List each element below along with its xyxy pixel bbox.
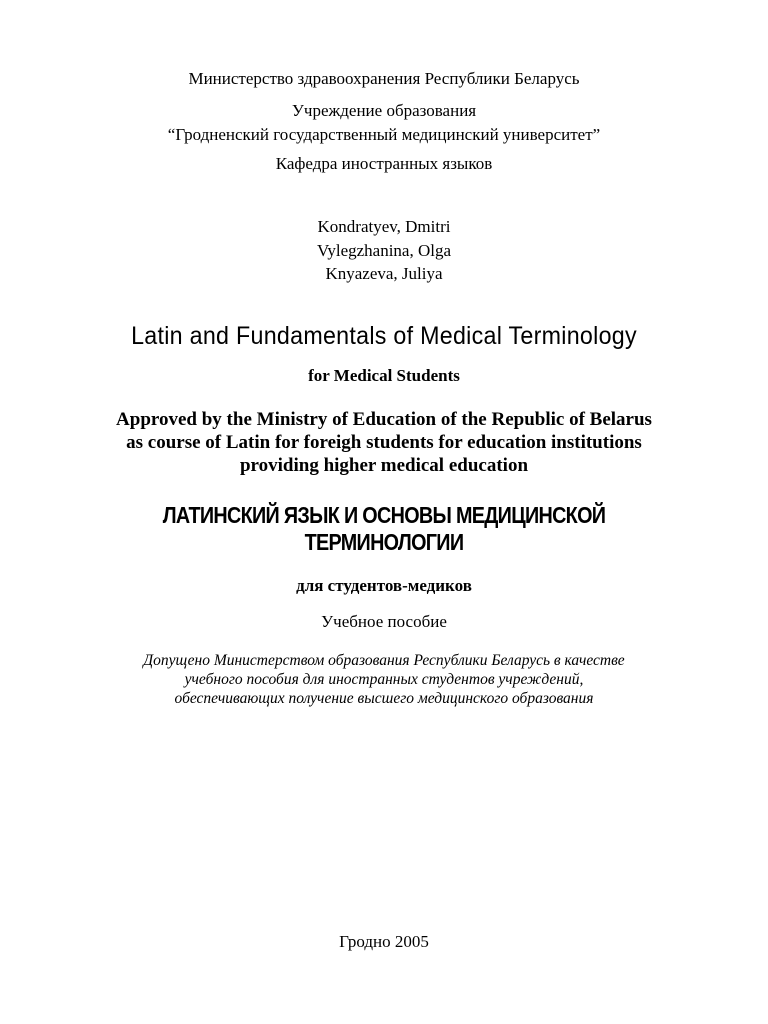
- russian-approval-line-1: Допущено Министерством образования Республики Беларусь в качестве: [143, 652, 625, 669]
- author-1: Kondratyev, Dmitri: [317, 217, 451, 236]
- ministry-line: Министерство здравоохранения Республики Беларусь: [188, 69, 580, 88]
- english-approval-line-1: Approved by the Ministry of Education of the Republic of Belarus: [116, 409, 652, 430]
- english-subtitle: for Medical Students: [308, 366, 460, 385]
- author-3: Knyazeva, Juliya: [325, 264, 443, 283]
- university-line: “Гродненский государственный медицинский университет”: [167, 125, 601, 144]
- russian-title-line-1: ЛАТИНСКИЙ ЯЗЫК И ОСНОВЫ МЕДИЦИНСКОЙ: [162, 502, 606, 528]
- department-line: Кафедра иностранных языков: [275, 154, 493, 173]
- russian-approval-line-3: обеспечивающих получение высшего медицинского образования: [174, 690, 594, 707]
- russian-subtitle: для студентов-медиков: [296, 576, 472, 595]
- book-type: Учебное пособие: [321, 612, 447, 631]
- english-approval-line-3: providing higher medical education: [239, 455, 529, 476]
- english-approval-line-2: as course of Latin for foreigh students for education institutions: [126, 432, 642, 453]
- russian-approval-line-2: учебного пособия для иностранных студентов учреждений,: [184, 671, 584, 688]
- institution-type-line: Учреждение образования: [291, 101, 477, 120]
- author-2: Vylegzhanina, Olga: [316, 241, 452, 260]
- russian-title-line-2: ТЕРМИНОЛОГИИ: [304, 529, 464, 555]
- place-year: Гродно 2005: [339, 932, 429, 951]
- english-title: Latin and Fundamentals of Medical Terminology: [131, 322, 637, 350]
